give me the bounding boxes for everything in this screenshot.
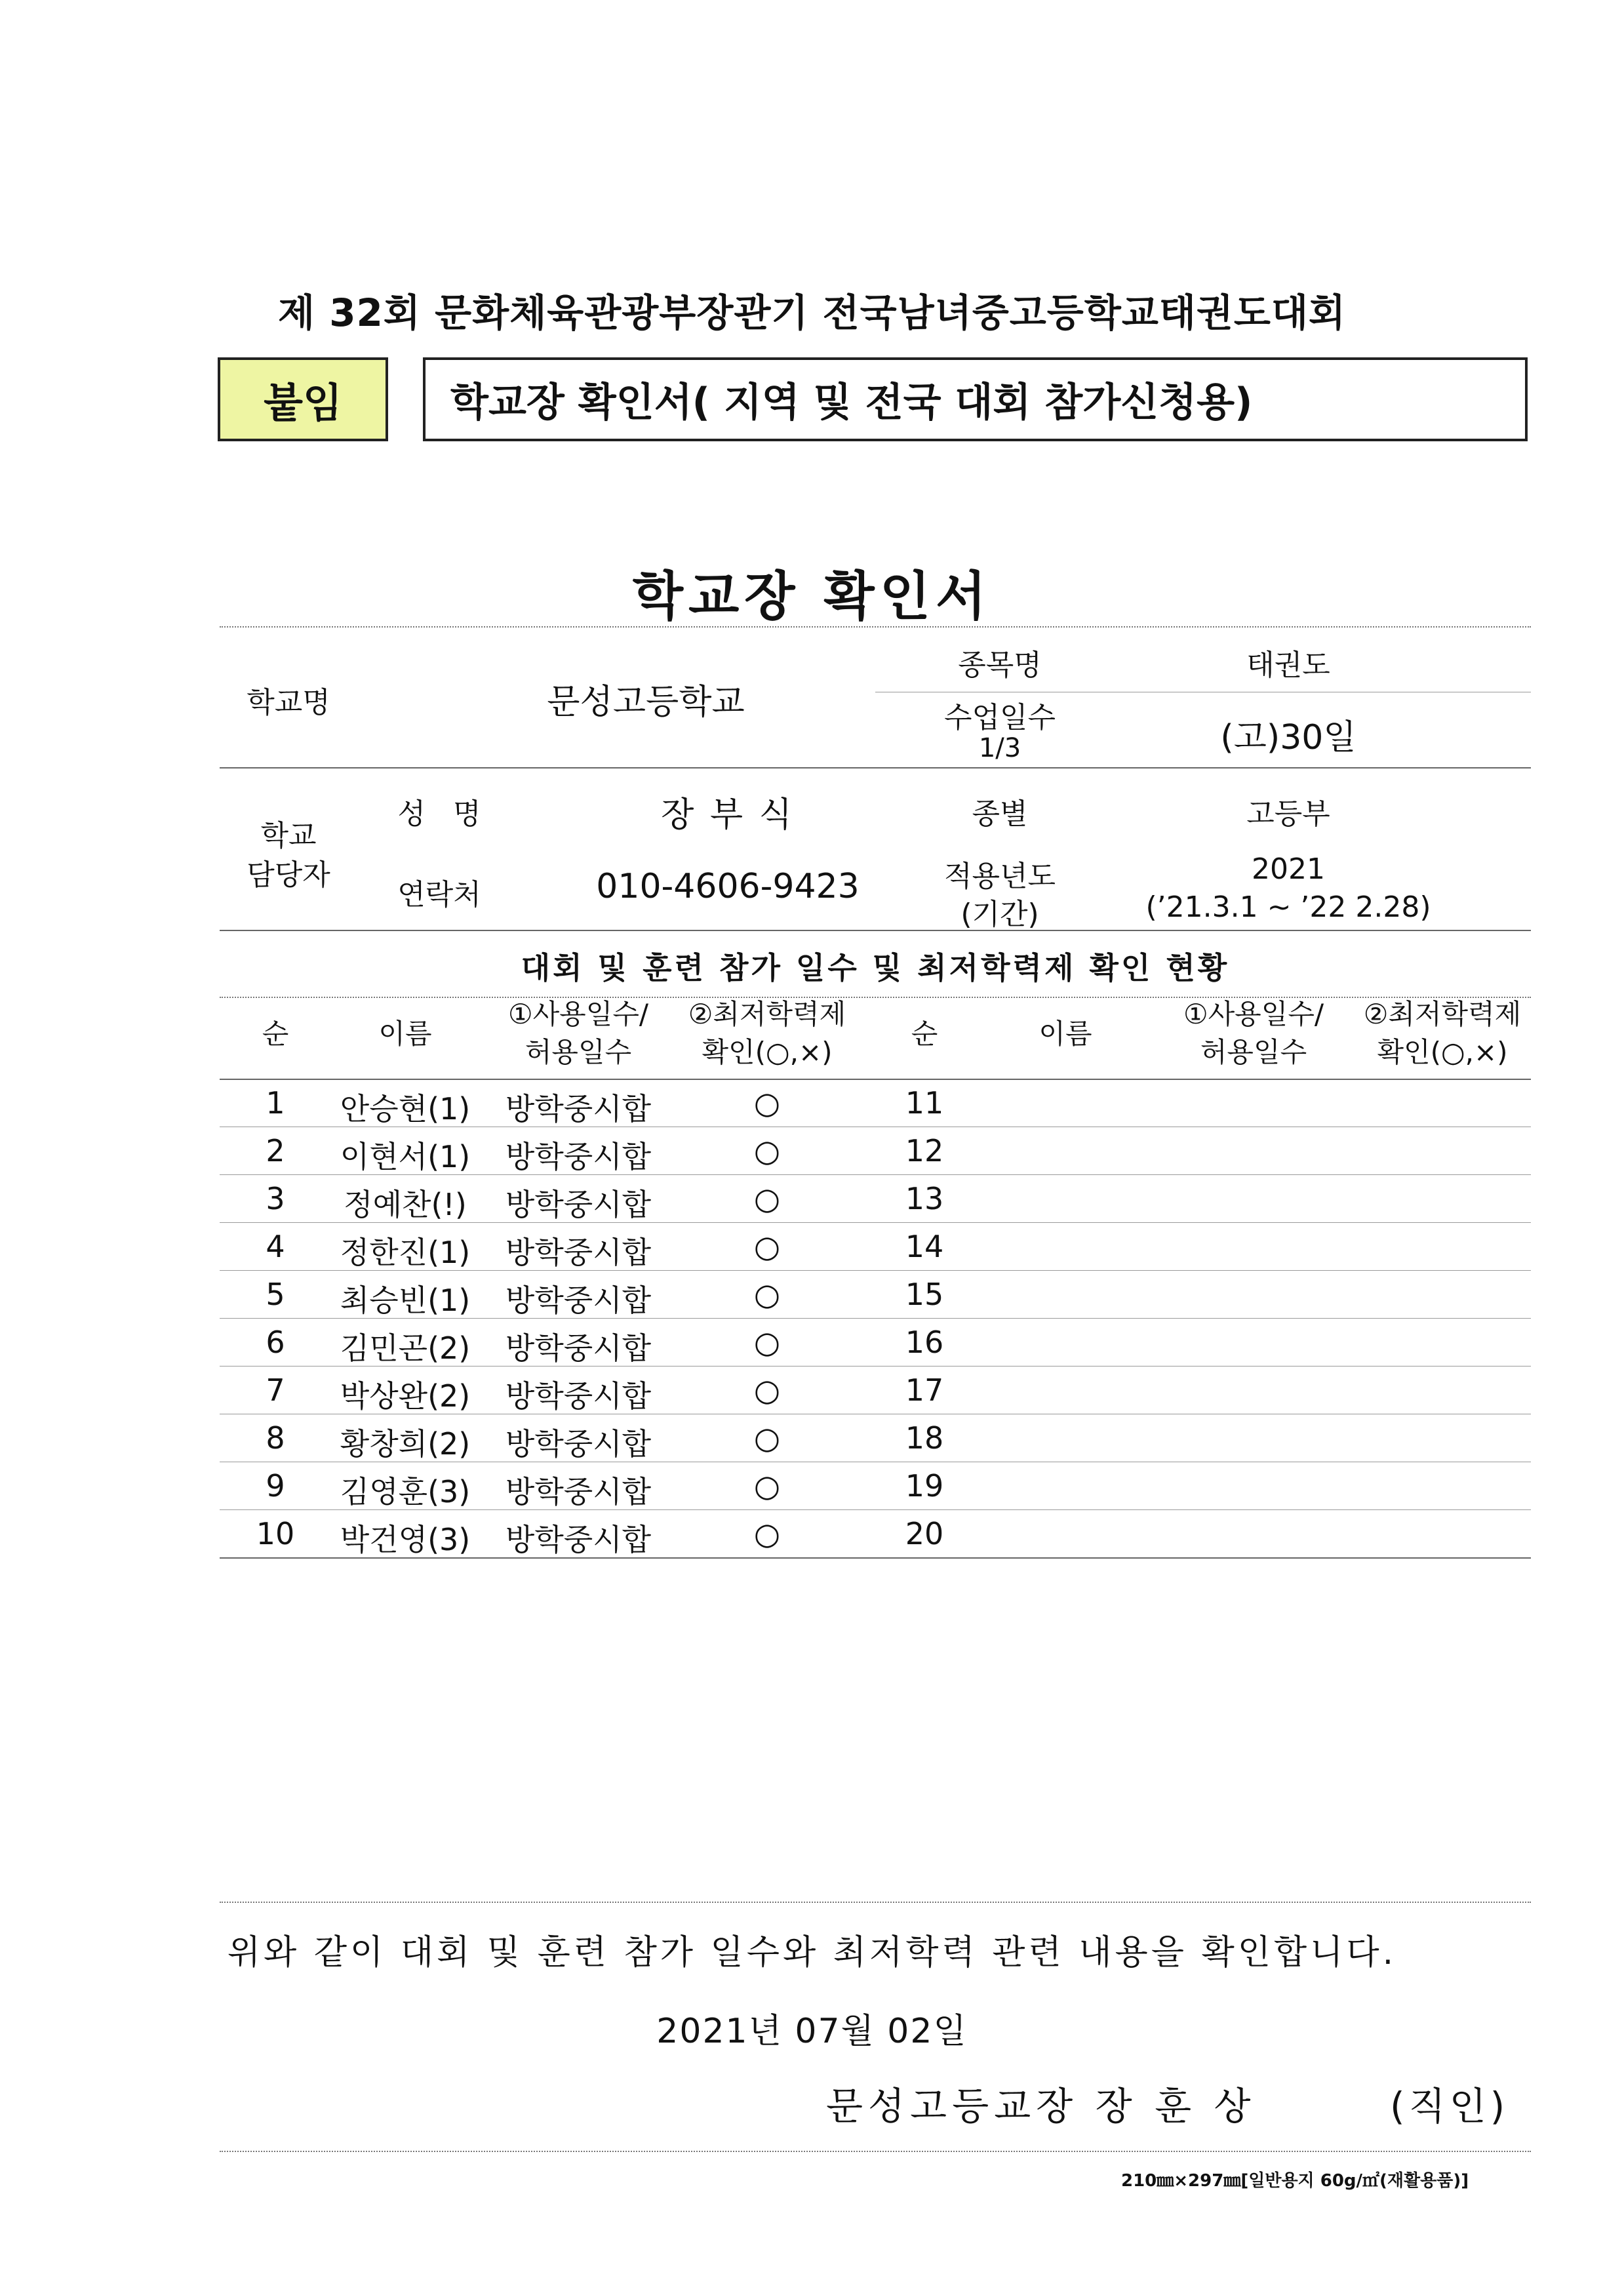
table-bottom-line (220, 1557, 1531, 1559)
row-check: ○ (753, 1085, 781, 1121)
row-check: ○ (753, 1325, 781, 1360)
row-check: ○ (753, 1516, 781, 1551)
table-row (220, 1127, 1531, 1174)
class-days-ratio: 1/3 (978, 733, 1021, 763)
division-label: 종별 (972, 797, 1028, 831)
document-title: 학교장 확인서 (632, 566, 992, 627)
table-top-line (220, 626, 1531, 628)
division-value: 고등부 (1246, 797, 1330, 831)
manager-name-label: 성 명 (397, 797, 481, 831)
header-no: 순 (911, 1018, 938, 1050)
header-days-sub: 허용일수 (525, 1036, 632, 1068)
year-value: 2021 (1252, 852, 1325, 886)
row-no: 2 (266, 1133, 285, 1168)
row-days: 방학중시합 (505, 1235, 652, 1270)
row-check: ○ (753, 1229, 781, 1264)
header-days: ①사용일수/ (507, 998, 649, 1030)
row-name: 박상완(2) (340, 1378, 471, 1414)
row-days: 방학중시합 (505, 1426, 652, 1462)
row-no-right: 14 (905, 1229, 944, 1264)
row-no: 6 (266, 1325, 285, 1360)
row-no-right: 15 (905, 1277, 944, 1312)
row-days: 방학중시합 (505, 1330, 652, 1366)
row-days: 방학중시합 (505, 1522, 652, 1557)
row-no-right: 17 (905, 1372, 944, 1408)
section-divider-line (220, 997, 1531, 998)
form-subtitle: 학교장 확인서( 지역 및 전국 대회 참가신청용) (423, 357, 1528, 441)
row-check: ○ (753, 1420, 781, 1456)
official-seal: (직인) (1390, 2084, 1509, 2128)
row-no-right: 16 (905, 1325, 944, 1360)
row-days: 방학중시합 (505, 1091, 652, 1127)
table-row (220, 1414, 1531, 1462)
paper-spec: 210㎜×297㎜[일반용지 60g/㎡(재활용품)] (1121, 2171, 1469, 2191)
footer-bottom-line (220, 2151, 1531, 2152)
confirmation-statement: 위와 같이 대회 및 훈련 참가 일수와 최저학력 관련 내용을 확인합니다. (227, 1933, 1397, 1972)
header-check-sub: 확인(○,×) (702, 1036, 833, 1068)
contact-label: 연락처 (397, 878, 481, 911)
confirmation-date: 2021년 07월 02일 (656, 2012, 968, 2051)
year-label: 적용년도 (943, 860, 1056, 893)
table-row (220, 1509, 1531, 1557)
row-no-right: 20 (905, 1516, 944, 1551)
event-title: 제 32회 문화체육관광부장관기 전국남녀중고등학교태권도대회 (277, 290, 1347, 335)
table-row (220, 1174, 1531, 1222)
row-no: 3 (266, 1181, 285, 1216)
header-no: 순 (262, 1018, 289, 1050)
row-name: 정한진(1) (340, 1235, 471, 1270)
table-row (220, 1270, 1531, 1318)
row-name: 황창희(2) (340, 1426, 471, 1462)
header-days: ①사용일수/ (1183, 998, 1324, 1030)
row-check: ○ (753, 1372, 781, 1408)
table-row (220, 1318, 1531, 1366)
row-name: 박건영(3) (340, 1522, 471, 1557)
row-check: ○ (753, 1277, 781, 1312)
row-no-right: 12 (905, 1133, 944, 1168)
sport-label: 종목명 (958, 649, 1042, 682)
sport-value: 태권도 (1246, 649, 1330, 682)
school-name-label: 학교명 (247, 686, 330, 719)
table-row (220, 1366, 1531, 1414)
row-no-right: 18 (905, 1420, 944, 1456)
info-divider-line (220, 930, 1531, 931)
row-no: 9 (266, 1468, 285, 1504)
row-no: 7 (266, 1372, 285, 1408)
row-days: 방학중시합 (505, 1187, 652, 1222)
row-check: ○ (753, 1133, 781, 1168)
year-period: (’21.3.1 ~ ’22 2.28) (1145, 890, 1431, 924)
row-no-right: 19 (905, 1468, 944, 1504)
manager-label-2: 담당자 (247, 858, 330, 892)
header-check: ②최저학력제 (688, 998, 846, 1030)
header-check-sub: 확인(○,×) (1377, 1036, 1508, 1068)
status-section-title: 대회 및 훈련 참가 일수 및 최저학력제 확인 현황 (521, 950, 1230, 986)
manager-name-value: 장 부 식 (661, 795, 795, 835)
school-name-value: 문성고등학교 (547, 683, 745, 722)
row-name: 정예찬(!) (344, 1187, 467, 1222)
row-days: 방학중시합 (505, 1139, 652, 1174)
row-check: ○ (753, 1468, 781, 1504)
row-days: 방학중시합 (505, 1474, 652, 1509)
row-no: 8 (266, 1420, 285, 1456)
header-days-sub: 허용일수 (1200, 1036, 1307, 1068)
row-name: 김민곤(2) (340, 1330, 471, 1366)
table-row (220, 1462, 1531, 1509)
class-days-value: (고)30일 (1220, 718, 1357, 757)
row-name: 김영훈(3) (340, 1474, 471, 1509)
contact-value: 010-4606-9423 (596, 867, 860, 906)
header-name: 이름 (378, 1018, 432, 1050)
row-days: 방학중시합 (505, 1378, 652, 1414)
year-label-sub: (기간) (961, 898, 1039, 931)
row-no-right: 11 (905, 1085, 944, 1121)
row-no: 1 (266, 1085, 285, 1121)
row-name: 이현서(1) (340, 1139, 471, 1174)
row-check: ○ (753, 1181, 781, 1216)
row-name: 최승빈(1) (340, 1283, 471, 1318)
header-name: 이름 (1039, 1018, 1092, 1050)
row-no-right: 13 (905, 1181, 944, 1216)
info-divider-line (220, 767, 1531, 768)
table-row (220, 1222, 1531, 1270)
row-days: 방학중시합 (505, 1283, 652, 1318)
row-no: 10 (256, 1516, 295, 1551)
row-no: 4 (266, 1229, 285, 1264)
header-check: ②최저학력제 (1363, 998, 1522, 1030)
class-days-label: 수업일수 (943, 701, 1056, 734)
footer-top-line (220, 1902, 1531, 1903)
principal-signature: 문성고등교장 장 훈 상 (826, 2084, 1256, 2128)
table-row (220, 1079, 1531, 1127)
attachment-badge: 붙임 (218, 357, 388, 441)
manager-label: 학교 (260, 819, 317, 852)
row-name: 안승현(1) (340, 1091, 471, 1127)
row-no: 5 (266, 1277, 285, 1312)
